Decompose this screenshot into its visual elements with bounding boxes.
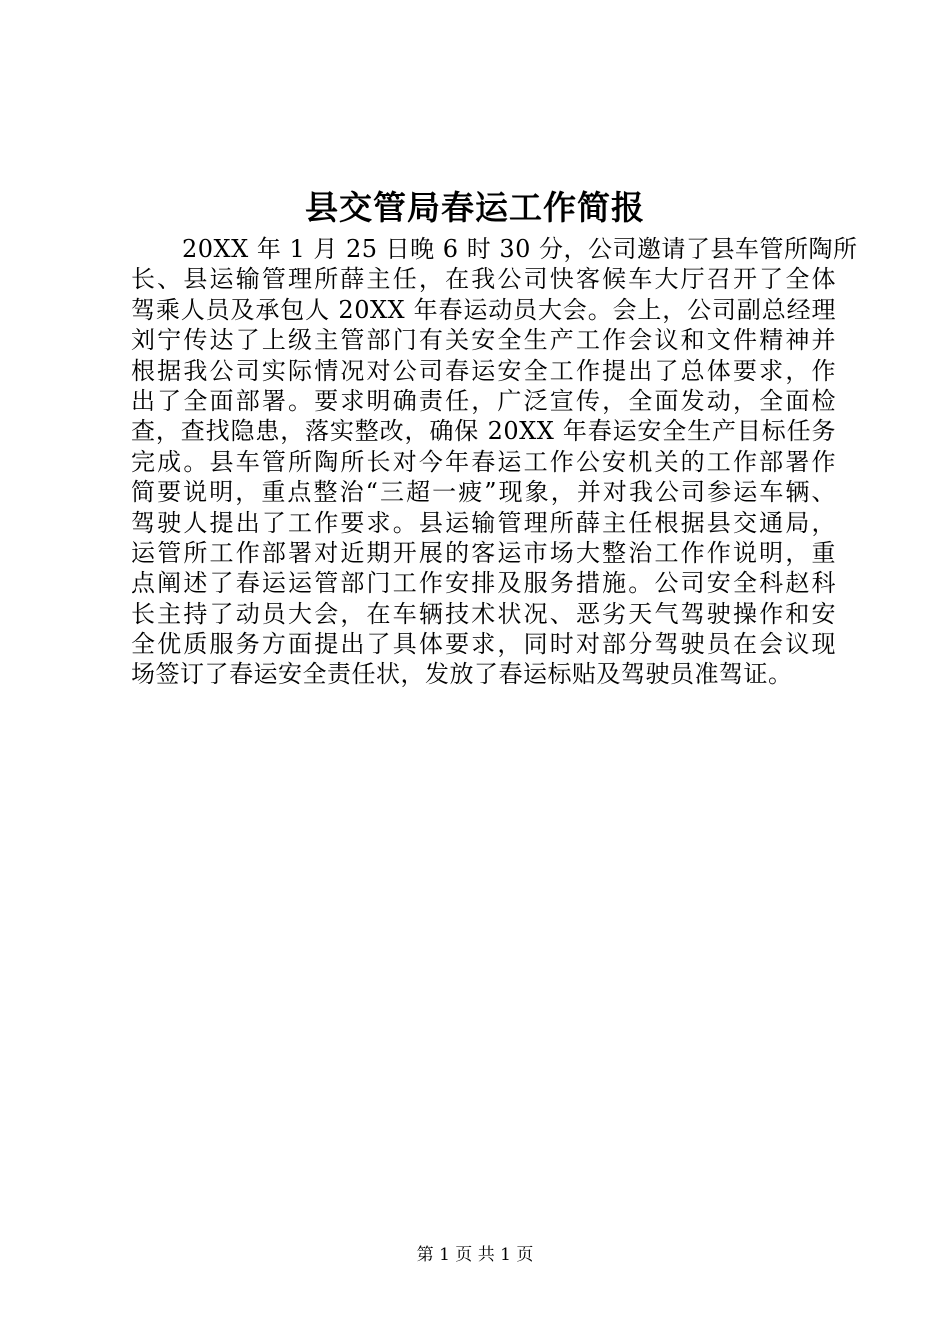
body-line: 场签订了春运安全责任状，发放了春运标贴及驾驶员准驾证。	[131, 660, 793, 689]
body-line: 出了全面部署。要求明确责任，广泛宣传，全面发动，全面检	[131, 386, 836, 415]
body-line: 长、县运输管理所薛主任，在我公司快客候车大厅召开了全体	[131, 265, 836, 294]
body-line: 简要说明，重点整治“三超一疲”现象，并对我公司参运车辆、	[131, 478, 836, 507]
document-title: 县交管局春运工作简报	[305, 188, 645, 227]
page-footer: 第 1 页 共 1 页	[416, 1245, 534, 1265]
body-line: 长主持了动员大会，在车辆技术状况、恶劣天气驾驶操作和安	[131, 599, 836, 628]
body-line: 驾驶人提出了工作要求。县运输管理所薛主任根据县交通局，	[131, 508, 836, 537]
body-line: 根据我公司实际情况对公司春运安全工作提出了总体要求，作	[131, 356, 836, 385]
body-line: 点阐述了春运运管部门工作安排及服务措施。公司安全科赵科	[131, 569, 836, 598]
body-line: 完成。县车管所陶所长对今年春运工作公安机关的工作部署作	[131, 447, 836, 476]
body-line: 全优质服务方面提出了具体要求，同时对部分驾驶员在会议现	[131, 630, 836, 659]
body-line: 20XX 年 1 月 25 日晚 6 时 30 分，公司邀请了县车管所陶所	[182, 235, 858, 263]
body-line: 运管所工作部署对近期开展的客运市场大整治工作作说明，重	[131, 538, 836, 567]
document-body	[131, 234, 858, 690]
body-line: 查，查找隐患，落实整改，确保 20XX 年春运安全生产目标任务	[131, 417, 836, 446]
body-line: 刘宁传达了上级主管部门有关安全生产工作会议和文件精神并	[131, 326, 836, 355]
body-line: 驾乘人员及承包人 20XX 年春运动员大会。会上，公司副总经理	[131, 295, 836, 324]
